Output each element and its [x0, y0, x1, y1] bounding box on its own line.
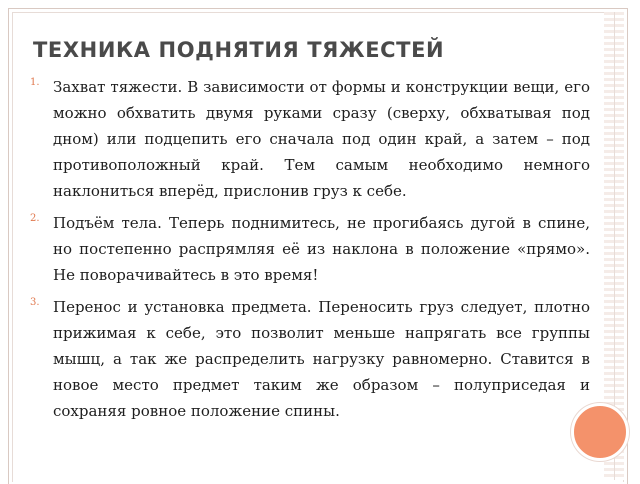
slide-title: ТЕХНИКА ПОДНЯТИЯ ТЯЖЕСТЕЙ	[33, 38, 445, 62]
list-item-text: Захват тяжести. В зависимости от формы и конструкции вещи, его можно обхватить двумя руками сразу (сверху, обхватывая под дном) или подцепить его сначала под один край, а затем – под противоположный край. Тем самым необходимо немного наклониться вперёд, прислонив груз к себе.	[53, 78, 590, 200]
list-item-number: 3.	[30, 297, 40, 308]
list-item	[30, 294, 590, 424]
numbered-list	[30, 74, 590, 430]
list-item	[30, 74, 590, 204]
list-item-text: Подъём тела. Теперь поднимитесь, не прогибаясь дугой в спине, но постепенно распрямляя её из наклона в положение «прямо». Не поворачивайтесь в это время!	[53, 214, 590, 284]
list-item-number: 2.	[30, 213, 40, 224]
list-item-text: Перенос и установка предмета. Переносить груз следует, плотно прижимая к себе, это позволит меньше напрягать все группы мышц, а так же распределить нагрузку равномерно. Ставится в новое место предмет таким же образом – полуприседая и сохраняя ровное положение спины.	[53, 298, 590, 420]
list-item-number: 1.	[30, 77, 40, 88]
list-item	[30, 210, 590, 288]
